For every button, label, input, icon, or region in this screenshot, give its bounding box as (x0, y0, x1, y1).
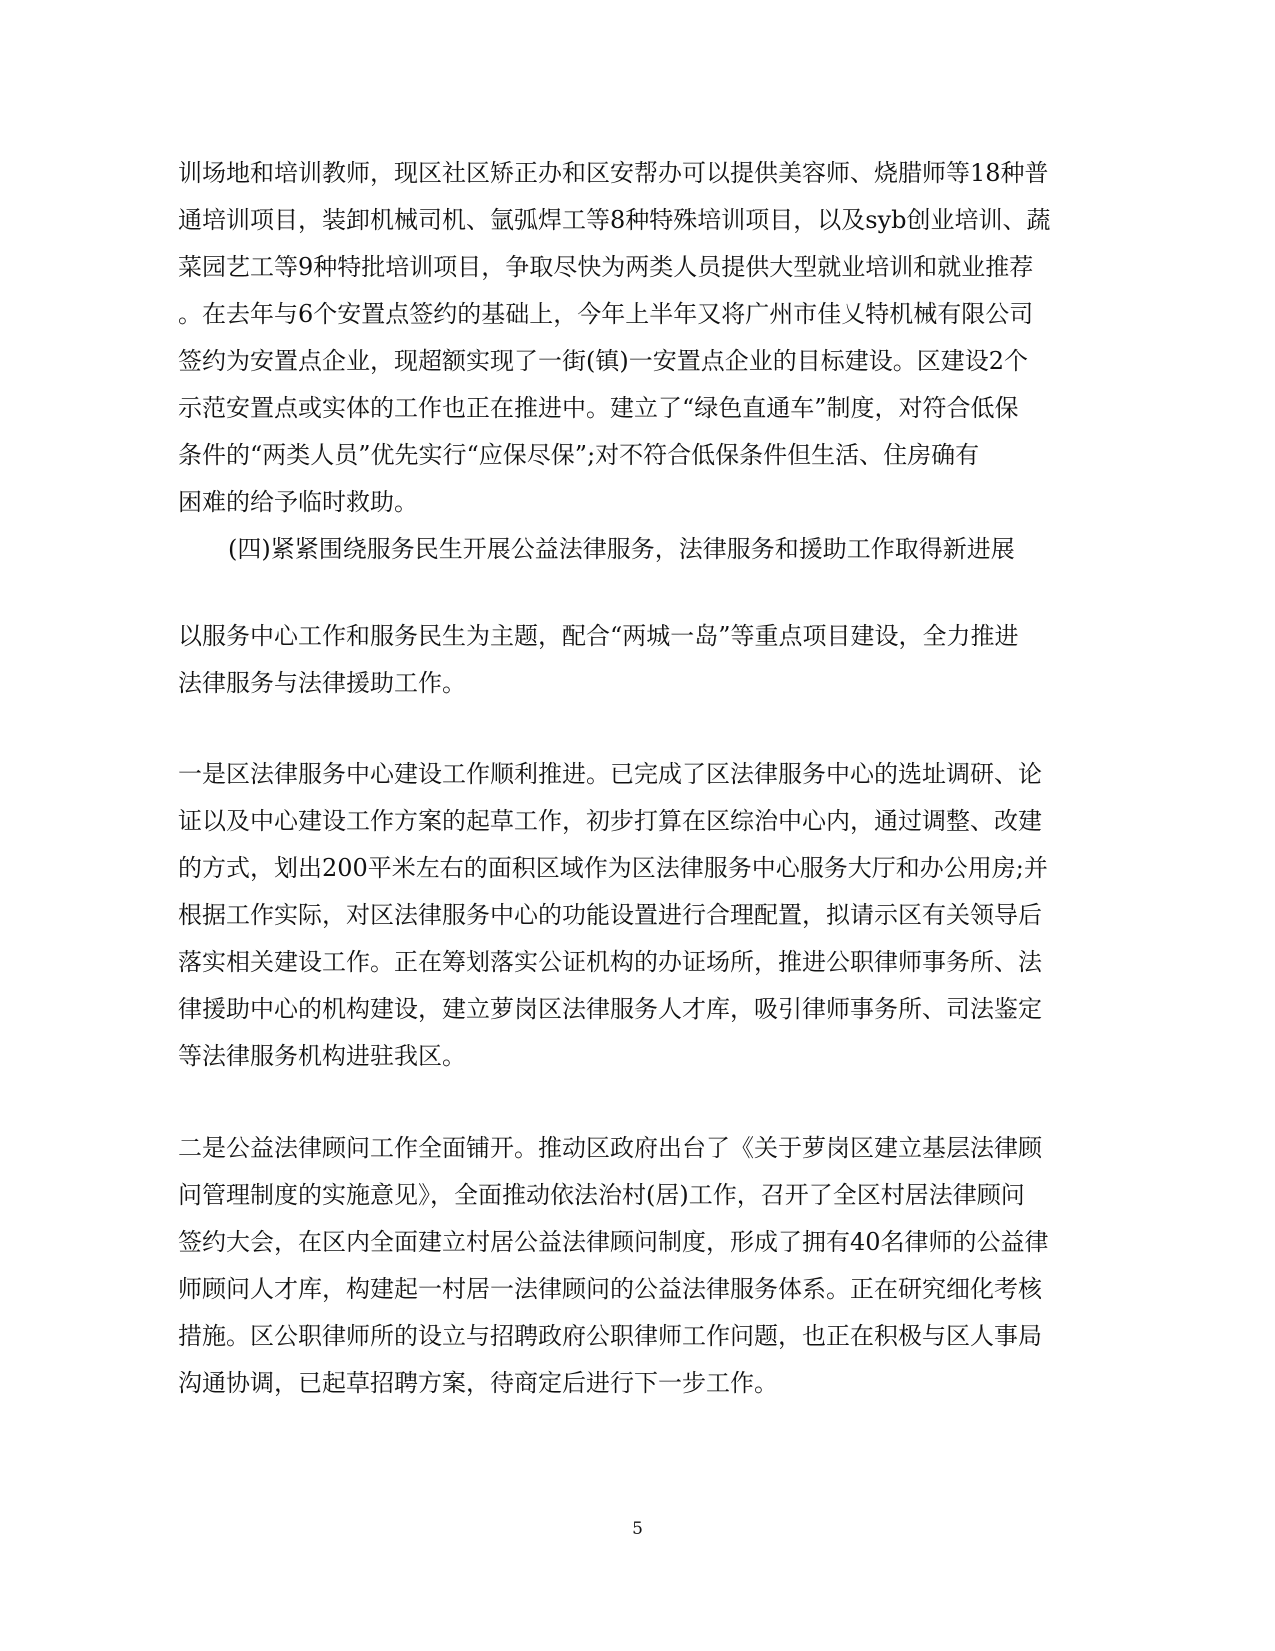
paragraph-legal-service-center (178, 751, 1093, 1080)
text-line: 。在去年与6个安置点签约的基础上，今年上半年又将广州市佳乂特机械有限公司 (178, 300, 1034, 328)
paragraph-legal-service-theme (178, 613, 1093, 707)
page-number: 5 (632, 1519, 643, 1539)
text-line: 以服务中心工作和服务民生为主题，配合“两城一岛”等重点项目建设，全力推进 (178, 622, 1019, 650)
text-line: 法律服务与法律援助工作。 (178, 669, 466, 697)
text-line: 困难的给予临时救助。 (178, 488, 418, 516)
section-heading: (四)紧紧围绕服务民生开展公益法律服务，法律服务和援助工作取得新进展 (228, 535, 1015, 563)
text-line: 的方式，划出200平米左右的面积区域作为区法律服务中心服务大厅和办公用房;并 (178, 854, 1048, 882)
text-line: 训场地和培训教师，现区社区矫正办和区安帮办可以提供美容师、烧腊师等18种普 (178, 159, 1049, 187)
text-line: 落实相关建设工作。正在筹划落实公证机构的办证场所，推进公职律师事务所、法 (178, 948, 1042, 976)
text-line: 证以及中心建设工作方案的起草工作，初步打算在区综治中心内，通过调整、改建 (178, 807, 1042, 835)
text-line: 等法律服务机构进驻我区。 (178, 1042, 466, 1070)
text-line: 二是公益法律顾问工作全面铺开。推动区政府出台了《关于萝岗区建立基层法律顾 (178, 1134, 1042, 1162)
paragraph-employment-training (178, 150, 1093, 573)
text-line: 通培训项目，装卸机械司机、氩弧焊工等8种特殊培训项目，以及syb创业培训、蔬 (178, 206, 1051, 234)
text-line: 签约大会，在区内全面建立村居公益法律顾问制度，形成了拥有40名律师的公益律 (178, 1228, 1049, 1256)
text-line: 律援助中心的机构建设，建立萝岗区法律服务人才库，吸引律师事务所、司法鉴定 (178, 995, 1042, 1023)
text-line: 菜园艺工等9种特批培训项目，争取尽快为两类人员提供大型就业培训和就业推荐 (178, 253, 1034, 281)
text-line: 沟通协调，已起草招聘方案，待商定后进行下一步工作。 (178, 1369, 778, 1397)
text-line: 签约为安置点企业，现超额实现了一街(镇)一安置点企业的目标建设。区建设2个 (178, 347, 1028, 375)
text-line: 示范安置点或实体的工作也正在推进中。建立了“绿色直通车”制度，对符合低保 (178, 394, 1019, 422)
text-line: 师顾问人才库，构建起一村居一法律顾问的公益法律服务体系。正在研究细化考核 (178, 1275, 1042, 1303)
text-line: 一是区法律服务中心建设工作顺利推进。已完成了区法律服务中心的选址调研、论 (178, 760, 1042, 788)
text-line: 问管理制度的实施意见》，全面推动依法治村(居)工作，召开了全区村居法律顾问 (178, 1181, 1025, 1209)
paragraph-public-legal-advisor (178, 1125, 1093, 1407)
text-line: 根据工作实际，对区法律服务中心的功能设置进行合理配置，拟请示区有关领导后 (178, 901, 1042, 929)
text-line: 条件的“两类人员”优先实行“应保尽保”;对不符合低保条件但生活、住房确有 (178, 441, 980, 469)
text-line: 措施。区公职律师所的设立与招聘政府公职律师工作问题，也正在积极与区人事局 (178, 1322, 1042, 1350)
